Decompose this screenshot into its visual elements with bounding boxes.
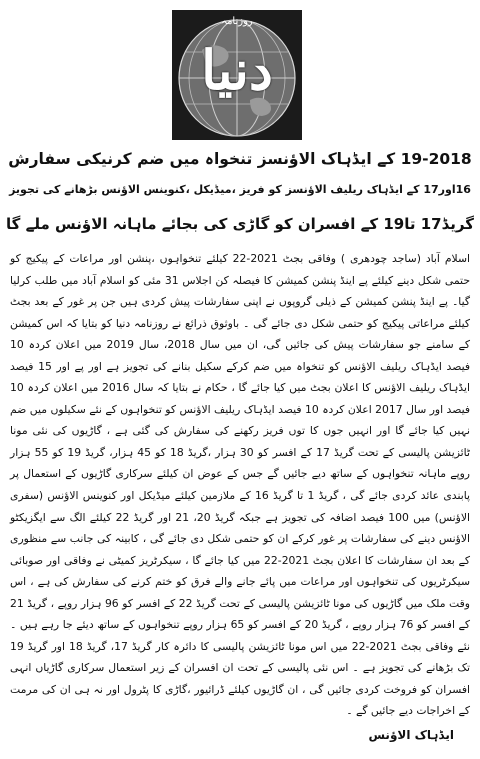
newspaper-masthead-logo: [172, 10, 302, 140]
headline-tertiary: گریڈ17 تا19 کے افسران کو گاڑی کی بجائے ماہانہ الاؤنس ملے گا: [6, 215, 474, 233]
article-body: اسلام آباد (ساجد چودھری ) وفاقی بجٹ 2021-22 کیلئے تنخواہوں ،پنشن اور مراعات کے پیکیج کو حتمی شکل دینے کیلئے پے اینڈ پنشن کمیشن کا فیصلہ کن اجلاس 31 مئی کو اسلام آباد میں طلب کرلیا گیا۔ پے اینڈ پنشن کمیشن کے ذیلی گروپوں نے اپنی سفارشات پیش کردی ہیں جن پر غور کے بعد بجٹ کیلئے مراعاتی پیکیج کو حتمی شکل دی جائے گی ۔ باوثوق ذرائع نے روزنامہ دنیا کو بتایا کہ اس کمیشن کے سامنے جو سفارشات پیش کی جائیں گی، ان میں سال 2018، سال 2019 میں اعلان کردہ 10 فیصد ایڈہاک ریلیف الاؤنس کو تنخواہ میں ضم کرکے سکیل بنانے کی تجویز ہے اور پے اور 15 فیصد ایڈہاک ریلیف الاؤنس کا اعلان بجٹ میں کیا جائے گا ، حکام نے بتایا کہ سال 2016 میں اعلان کردہ 10 فیصد اور سال 2017 اعلان کردہ 10 فیصد ایڈہاک ریلیف الاؤنس کو تنخواہوں کے نئے سکیلوں میں ضم نہیں کیا جائے گا اور انہیں جوں کا توں فریز رکھنے کی سفارش کی گئی ہے ، گاڑیوں کی نئی مونا ٹائزیشن پالیسی کے تحت گریڈ 17 کے افسر کو 30 ہزار ،گریڈ 18 کو 45 ہزار، گریڈ 19 کو 55 ہزار روپے ماہانہ تنخواہوں کے ساتھ دیے جائیں گے جس کے عوض ان کیلئے سرکاری گاڑیوں کے استعمال پر پابندی عائد کردی جائے گی ، گریڈ 1 تا گریڈ 16 کے ملازمین کیلئے میڈیکل اور کنوینس الاؤنس (سفری الاؤنس) میں 100 فیصد اضافہ کی تجویز ہے جبکہ گریڈ 20، 21 اور گریڈ 22 کیلئے الگ سے ایگزیکٹو الاؤنس دینے کی سفارشات پر غور کرکے ان کو حتمی شکل دی جائے گی ، کابینہ کی جانب سے منظوری کے بعد ان سفارشات کا اعلان بجٹ 2021-22 میں کیا جائے گا ، سیکرٹریز کمیٹی نے وفاقی اور صوبائی سیکرٹریوں کی تنخواہوں اور مراعات میں پائے جانے والے فرق کو ختم کرنے کی سفارش کی ہے ، اس وقت ملک میں گاڑیوں کی مونا ٹائزیشن پالیسی کے تحت گریڈ 22 کے افسر کو 96 ہزار روپے ، گریڈ 21 کے افسر کو 76 ہزار روپے ، گریڈ 20 کے افسر کو 65 ہزار روپے تنخواہوں کے ساتھ دیئے جا رہے ہیں ۔ نئے وفاقی بجٹ 2021-22 میں اس مونا ٹائزیشن پالیسی کا دائرہ کار گریڈ 17، گریڈ 18 اور گریڈ 19 تک بڑھانے کی تجویز ہے ۔ اس نئی پالیسی کے تحت ان افسران کے زیر استعمال سرکاری گاڑیاں انہی افسران کو فروخت کردی جائیں گی ، ان گاڑیوں کیلئے ڈرائیور ،گاڑی کا پٹرول اور نہ ہی ان کی مرمت کے اخراجات دیے جائیں گے ۔: [10, 252, 471, 718]
masthead-title: دنیا: [201, 38, 273, 102]
masthead-tagline: روزنامہ: [221, 16, 253, 27]
headline-secondary: 16اور17 کے ایڈہاک ریلیف الاؤنسز کو فریز ،میڈیکل ،کنوینس الاؤنس بڑھانے کی تجویز: [9, 183, 471, 196]
article-signoff: ایڈہاک الاؤنس: [368, 728, 454, 742]
headline-main: 19-2018 کے ایڈہاک الاؤنسز تنخواہ میں ضم کرنیکی سفارش: [8, 150, 472, 168]
